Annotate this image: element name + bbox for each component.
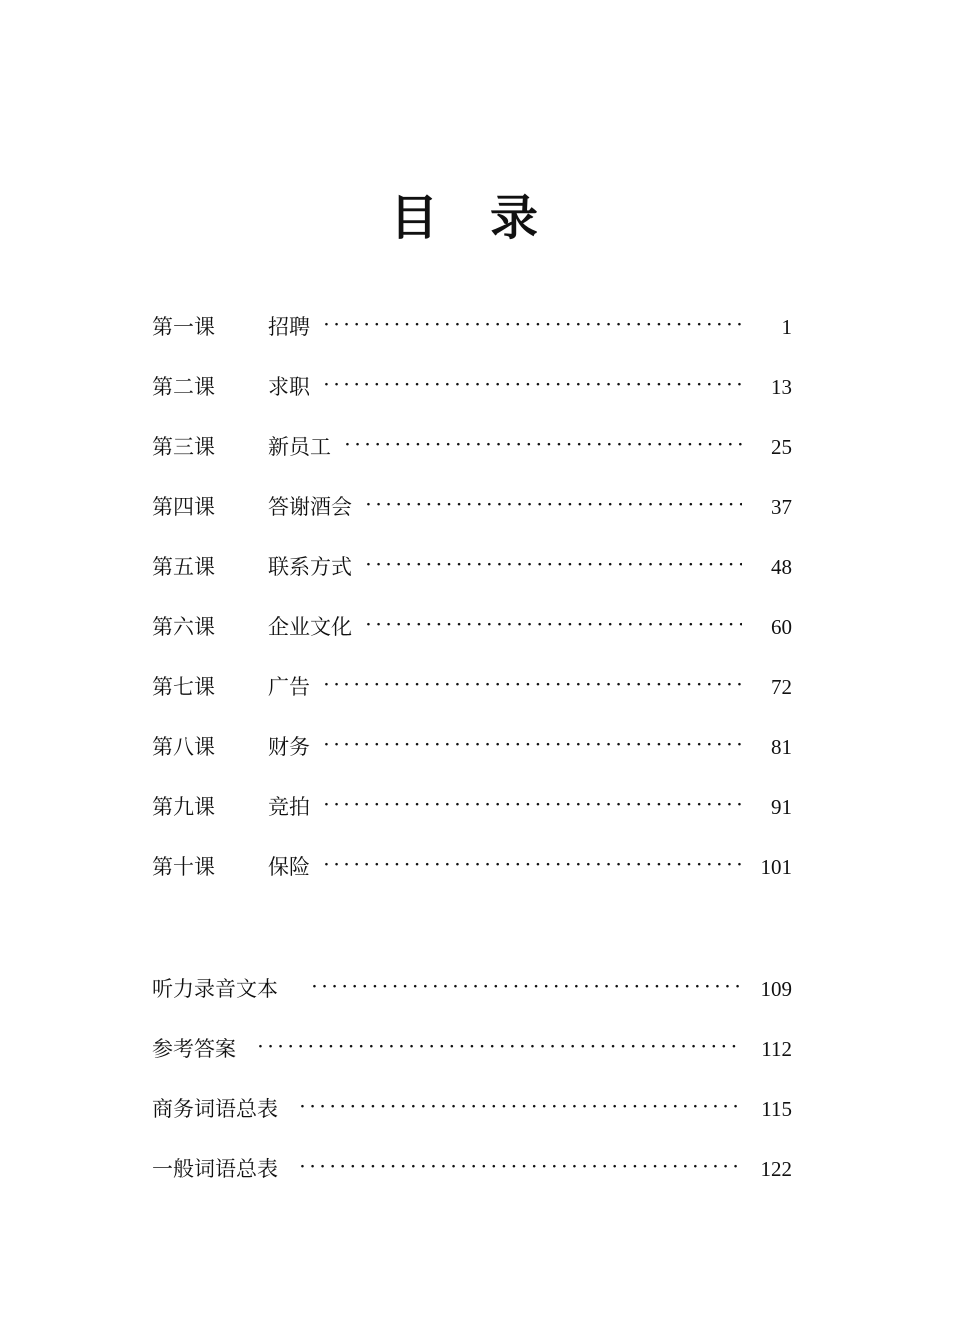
appendix-title: 商务词语总表: [152, 1097, 278, 1121]
toc-entry[interactable]: [152, 611, 792, 643]
toc-entry[interactable]: [152, 731, 792, 763]
toc-entry[interactable]: [152, 491, 792, 523]
dot-leader: [324, 851, 742, 883]
toc-entry[interactable]: [152, 671, 792, 703]
page-number: 81: [771, 735, 792, 759]
page-number: 115: [761, 1097, 792, 1121]
page-number: 60: [771, 615, 792, 639]
lesson-title: 新员工: [268, 435, 331, 459]
toc-entry[interactable]: [152, 1033, 792, 1065]
lesson-title: 联系方式: [268, 555, 352, 579]
toc-entry[interactable]: [152, 851, 792, 883]
lesson-title: 财务: [268, 735, 310, 759]
dot-leader: [258, 1033, 742, 1065]
page-number: 25: [771, 435, 792, 459]
dot-leader: [324, 311, 742, 343]
page-number: 109: [760, 977, 792, 1001]
lesson-number: 第一课: [152, 315, 215, 339]
dot-leader: [345, 431, 742, 463]
toc-entry[interactable]: [152, 973, 792, 1005]
dot-leader: [366, 551, 742, 583]
dot-leader: [324, 731, 742, 763]
toc-entry[interactable]: [152, 551, 792, 583]
page-number: 1: [781, 315, 792, 339]
lesson-number: 第五课: [152, 555, 215, 579]
lesson-title: 广告: [268, 675, 310, 699]
title-char: 录: [490, 190, 591, 246]
lesson-number: 第九课: [152, 795, 215, 819]
lesson-title: 竞拍: [268, 795, 310, 819]
toc-entry[interactable]: [152, 1093, 792, 1125]
lesson-title: 答谢酒会: [268, 495, 352, 519]
toc-entry[interactable]: [152, 311, 792, 343]
dot-leader: [324, 791, 742, 823]
page-number: 72: [771, 675, 792, 699]
page-number: 112: [761, 1037, 792, 1061]
page-number: 91: [771, 795, 792, 819]
page-number: 48: [771, 555, 792, 579]
lesson-number: 第六课: [152, 615, 215, 639]
appendix-title: 一般词语总表: [152, 1157, 278, 1181]
dot-leader: [324, 371, 742, 403]
dot-leader: [366, 491, 742, 523]
dot-leader: [312, 973, 742, 1005]
appendix-title: 参考答案: [152, 1037, 236, 1061]
lesson-number: 第十课: [152, 855, 215, 879]
toc-entry[interactable]: [152, 371, 792, 403]
page-title: [0, 188, 960, 248]
page-number: 13: [771, 375, 792, 399]
page-number: 101: [760, 855, 792, 879]
lesson-number: 第四课: [152, 495, 215, 519]
dot-leader: [324, 671, 742, 703]
lesson-title: 企业文化: [268, 615, 352, 639]
lesson-title: 求职: [268, 375, 310, 399]
lesson-number: 第三课: [152, 435, 215, 459]
toc-entry[interactable]: [152, 791, 792, 823]
dot-leader: [300, 1093, 742, 1125]
page-number: 37: [771, 495, 792, 519]
dot-leader: [366, 611, 742, 643]
lesson-number: 第八课: [152, 735, 215, 759]
toc-entry[interactable]: [152, 1153, 792, 1185]
lesson-number: 第七课: [152, 675, 215, 699]
dot-leader: [300, 1153, 742, 1185]
appendix-title: 听力录音文本: [152, 977, 278, 1001]
page-number: 122: [760, 1157, 792, 1181]
toc-entry[interactable]: [152, 431, 792, 463]
lesson-title: 保险: [268, 855, 310, 879]
lesson-number: 第二课: [152, 375, 215, 399]
lesson-title: 招聘: [268, 315, 310, 339]
title-char: 目: [389, 190, 490, 246]
